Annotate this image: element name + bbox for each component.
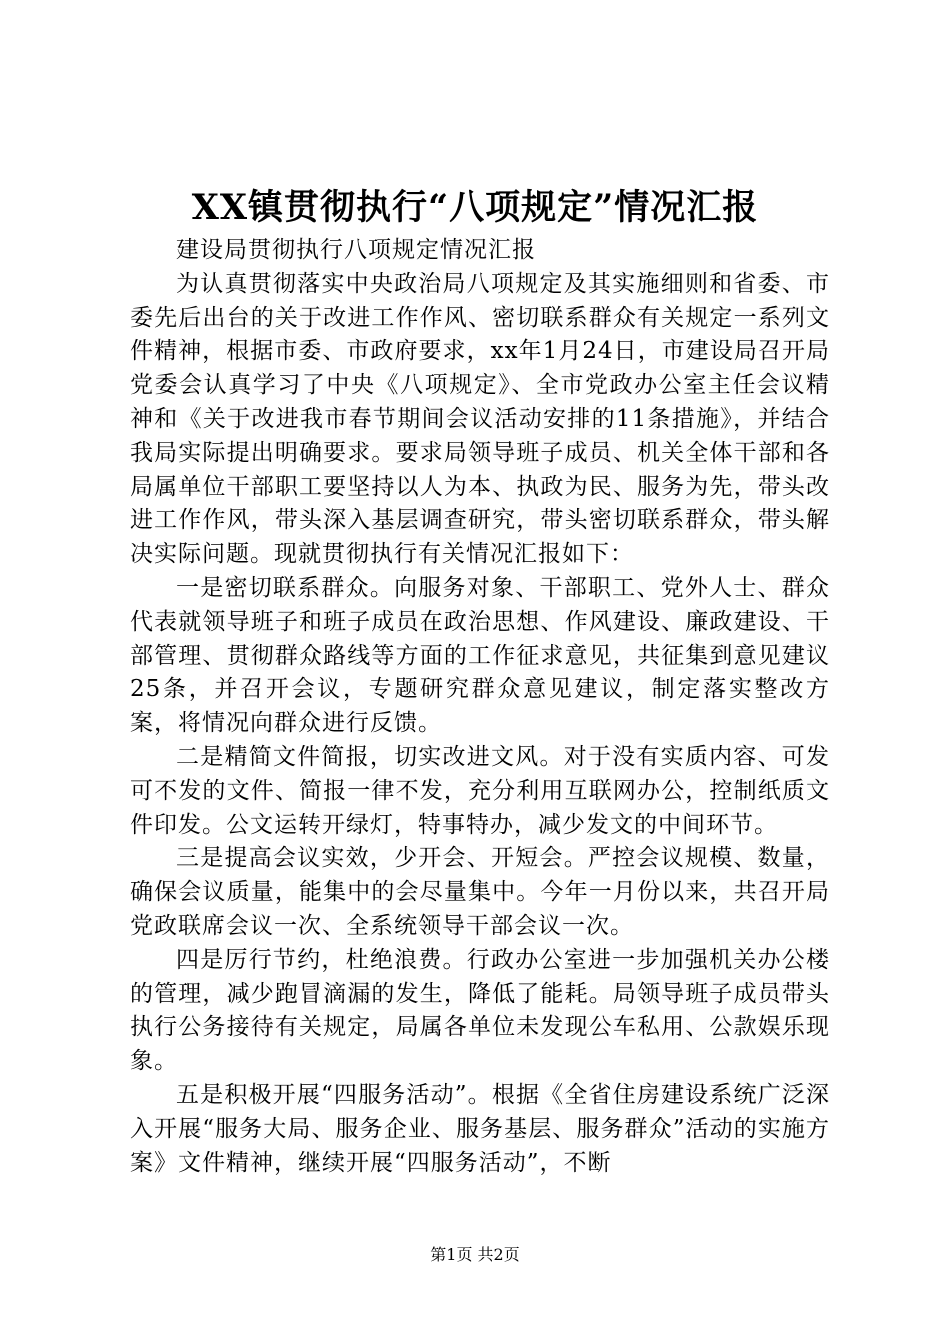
paragraph-point-4: 四是厉行节约，杜绝浪费。行政办公室进一步加强机关办公楼的管理，减少跑冒滴漏的发生，降低了能耗。局领导班子成员带头执行公务接待有关规定，局属各单位未发现公车私用、公款娱乐现象。 bbox=[130, 946, 830, 1075]
paragraph-subtitle: 建设局贯彻执行八项规定情况汇报 bbox=[176, 237, 536, 263]
paragraph-point-5: 五是积极开展“四服务活动”。根据《全省住房建设系统广泛深入开展“服务大局、服务企业、服务基层、服务群众”活动的实施方案》文件精神，继续开展“四服务活动”，不断 bbox=[130, 1081, 830, 1176]
paragraph-intro: 为认真贯彻落实中央政治局八项规定及其实施细则和省委、市委先后出台的关于改进工作作风、密切联系群众有关规定一系列文件精神，根据市委、市政府要求，xx年1月24日，市建设局召开局党委会认真学习了中央《八项规定》、全市党政办公室主任会议精神和《关于改进我市春节期间会议活动安排的11条措施》，并结合我局实际提出明确要求。要求局领导班子成员、机关全体干部和各局属单位干部职工要坚持以人为本、执政为民、服务为先，带头改进工作作风，带头深入基层调查研究，带头密切联系群众，带头解决实际问题。现就贯彻执行有关情况汇报如下： bbox=[130, 270, 830, 568]
document-title: XX镇贯彻执行“八项规定”情况汇报 bbox=[191, 187, 759, 228]
paragraph-point-3: 三是提高会议实效，少开会、开短会。严控会议规模、数量，确保会议质量，能集中的会尽量集中。今年一月份以来，共召开局党政联席会议一次、全系统领导干部会议一次。 bbox=[130, 845, 830, 939]
paragraph-point-1: 一是密切联系群众。向服务对象、干部职工、党外人士、群众代表就领导班子和班子成员在政治思想、作风建设、廉政建设、干部管理、贯彻群众路线等方面的工作征求意见，共征集到意见建议25条，并召开会议，专题研究群众意见建议，制定落实整改方案，将情况向群众进行反馈。 bbox=[130, 574, 830, 737]
paragraph-point-2: 二是精简文件简报，切实改进文风。对于没有实质内容、可发可不发的文件、简报一律不发，充分利用互联网办公，控制纸质文件印发。公文运转开绿灯，特事特办，减少发文的中间环节。 bbox=[130, 743, 830, 838]
page-footer: 第1页 共2页 bbox=[430, 1245, 520, 1264]
document-body bbox=[130, 234, 830, 1180]
